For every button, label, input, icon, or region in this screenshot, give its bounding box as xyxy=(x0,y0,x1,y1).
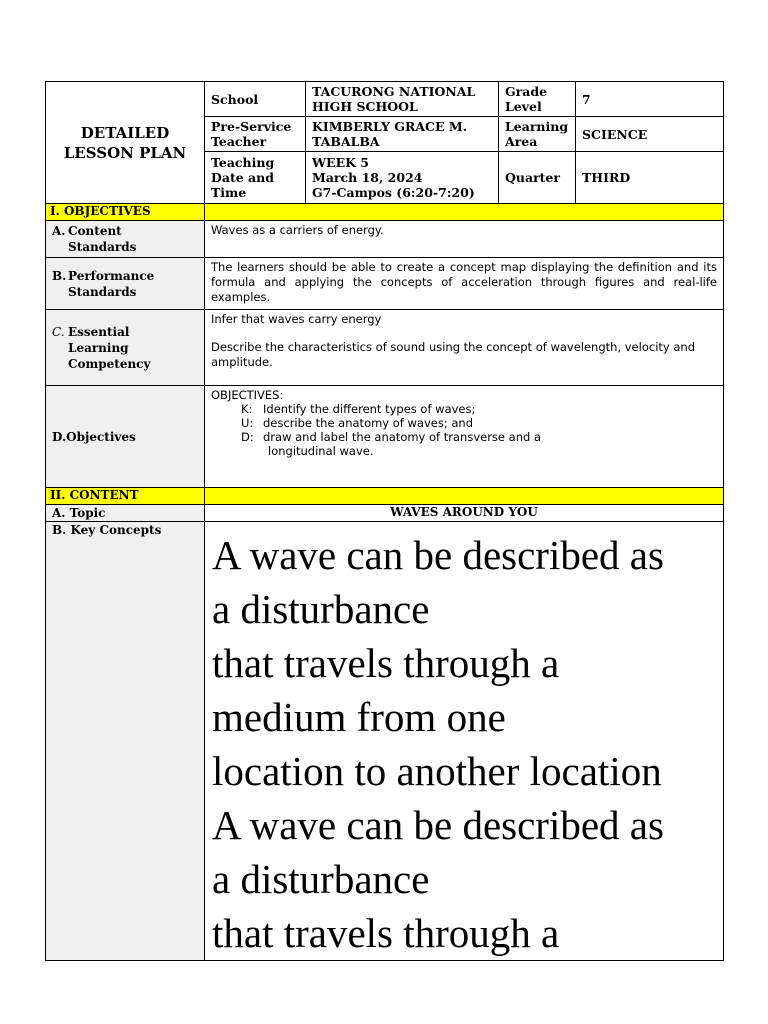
teacher-value: KIMBERLY GRACE M. TABALBA xyxy=(306,117,499,152)
content-heading: II. CONTENT xyxy=(46,488,205,505)
performance-standards-label: B. Performance Standards xyxy=(46,258,205,310)
objectives-continuation: longitudinal wave. xyxy=(268,444,374,458)
date-label: Teaching Date and Time xyxy=(205,152,306,204)
list-item: D: draw and label the anatomy of transverse and a xyxy=(241,430,541,444)
key-concept-line: A wave can be described as xyxy=(212,802,664,848)
quarter-value: THIRD xyxy=(576,152,724,204)
list-item: U: describe the anatomy of waves; and xyxy=(241,416,473,430)
learning-area-value: SCIENCE xyxy=(576,117,724,152)
performance-standards-text: The learners should be able to create a concept map displaying the definition and its formula and applying the concepts of acceleration through figures and real-life examples. xyxy=(205,258,724,310)
key-concept-line: a disturbance xyxy=(212,586,430,632)
objectives-text: OBJECTIVES: K: Identify the different types of waves; U: describe the anatomy of waves; and D: draw and label the anatomy of transverse and a longitudinal wave. xyxy=(205,386,724,488)
key-concept-line: medium from one xyxy=(212,694,506,740)
grade-label: Grade Level xyxy=(499,82,576,117)
topic-value: WAVES AROUND YOU xyxy=(205,505,724,522)
list-item: K: Identify the different types of waves; xyxy=(241,402,476,416)
document-title: DETAILED LESSON PLAN xyxy=(46,82,205,204)
key-concept-line: A wave can be described as xyxy=(212,532,664,578)
content-heading-fill xyxy=(205,488,724,505)
key-concept-line: that travels through a xyxy=(212,640,560,686)
objectives-heading: I. OBJECTIVES xyxy=(46,204,205,221)
learning-area-label: Learning Area xyxy=(499,117,576,152)
teacher-label: Pre-Service Teacher xyxy=(205,117,306,152)
key-concept-line: location to another location xyxy=(212,748,662,794)
content-standards-text: Waves as a carriers of energy. xyxy=(205,221,724,258)
competency-label: C. Essential Learning Competency xyxy=(46,310,205,386)
key-concept-line: that travels through a xyxy=(212,910,560,956)
grade-value: 7 xyxy=(576,82,724,117)
school-label: School xyxy=(205,82,306,117)
key-concepts-label: B. Key Concepts xyxy=(46,522,205,961)
competency-text: Infer that waves carry energy Describe the characteristics of sound using the concept of wavelength, velocity and amplitude. xyxy=(205,310,724,386)
school-value: TACURONG NATIONAL HIGH SCHOOL xyxy=(306,82,499,117)
lesson-plan-table xyxy=(45,81,724,961)
topic-label: A. Topic xyxy=(46,505,205,522)
date-value: WEEK 5 March 18, 2024 G7-Campos (6:20-7:20) xyxy=(306,152,499,204)
objectives-list xyxy=(211,402,717,444)
key-concepts-text xyxy=(205,522,724,961)
lesson-plan-document xyxy=(45,81,723,961)
quarter-label: Quarter xyxy=(499,152,576,204)
objectives-label: D.Objectives xyxy=(46,386,205,488)
key-concept-line: a disturbance xyxy=(212,856,430,902)
content-standards-label: A. Content Standards xyxy=(46,221,205,258)
objectives-heading-fill xyxy=(205,204,724,221)
